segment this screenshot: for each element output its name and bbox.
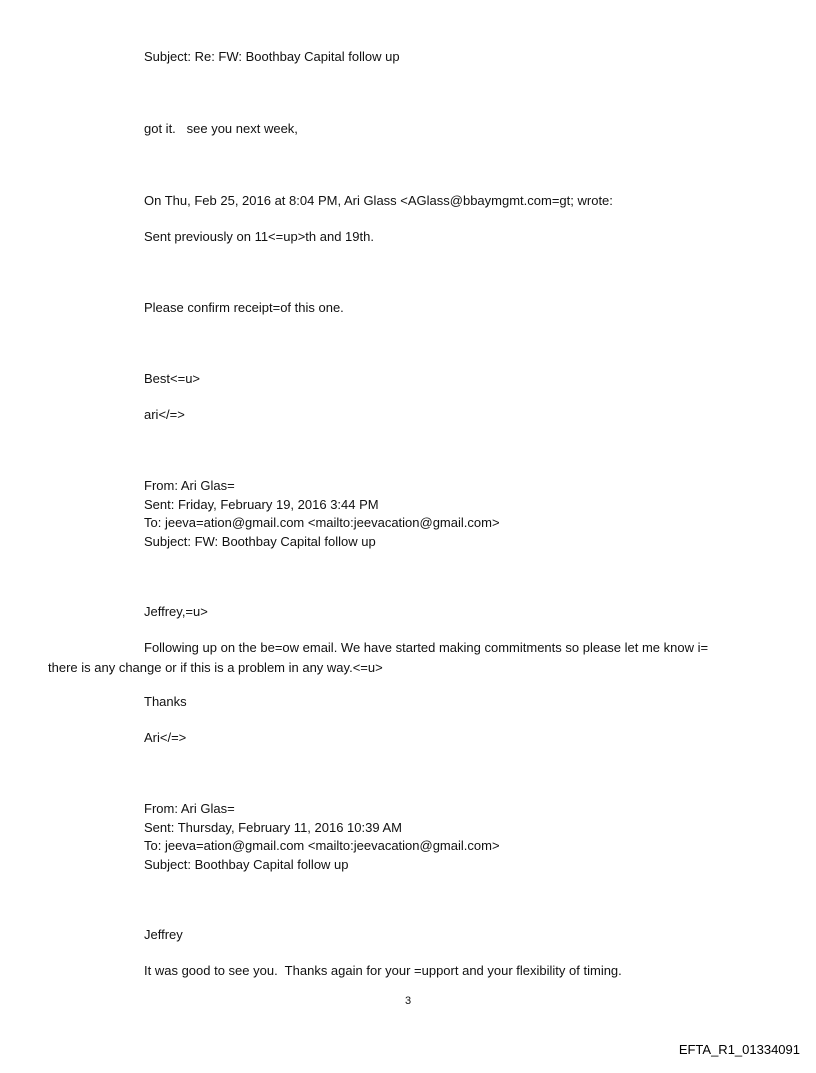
forward1-to: To: jeeva=ation@gmail.com <mailto:jeevacation@gmail.com> bbox=[144, 515, 500, 530]
forward2-body: It was good to see you. Thanks again for your =upport and your flexibility of timing. bbox=[144, 963, 622, 978]
forward1-body bbox=[48, 638, 768, 678]
forward1-body-line2: there is any change or if this is a problem in any way.<=u> bbox=[48, 660, 383, 675]
forward1-greeting: Jeffrey,=u> bbox=[144, 604, 208, 619]
document-id: EFTA_R1_01334091 bbox=[678, 1042, 800, 1057]
forward2-subject: Subject: Boothbay Capital follow up bbox=[144, 856, 349, 872]
forward1-subject: Subject: FW: Boothbay Capital follow up bbox=[144, 533, 376, 549]
forward2-to: To: jeeva=ation@gmail.com <mailto:jeevacation@gmail.com> bbox=[144, 838, 500, 853]
reply-subject: Subject: Re: FW: Boothbay Capital follow up bbox=[144, 49, 400, 64]
forward2-greeting: Jeffrey bbox=[144, 927, 183, 942]
forward2-sent: Sent: Thursday, February 11, 2016 10:39 AM bbox=[144, 819, 402, 835]
forward2-from: From: Ari Glas= bbox=[144, 801, 235, 816]
forward1-sent: Sent: Friday, February 19, 2016 3:44 PM bbox=[144, 496, 379, 512]
sent-previously-text: Sent previously on 11<=up>th and 19th. bbox=[144, 229, 374, 244]
sign-best: Best<=u> bbox=[144, 371, 201, 386]
page-number: 3 bbox=[404, 995, 412, 1007]
forward1-header bbox=[144, 477, 500, 551]
forward1-thanks: Thanks bbox=[144, 694, 187, 709]
quote-header: On Thu, Feb 25, 2016 at 8:04 PM, Ari Glass <AGlass@bbaymgmt.com=gt; wrote: bbox=[144, 193, 613, 208]
forward1-from: From: Ari Glas= bbox=[144, 478, 235, 493]
confirm-receipt-text: Please confirm receipt=of this one. bbox=[144, 300, 344, 315]
forward2-header bbox=[144, 800, 500, 874]
sign-ari: ari</=> bbox=[144, 407, 185, 422]
reply-body: got it. see you next week, bbox=[144, 121, 298, 136]
forward1-signoff: Ari</=> bbox=[144, 730, 187, 745]
forward1-body-line1: Following up on the be=ow email. We have started making commitments so please let me know i= bbox=[144, 640, 709, 655]
